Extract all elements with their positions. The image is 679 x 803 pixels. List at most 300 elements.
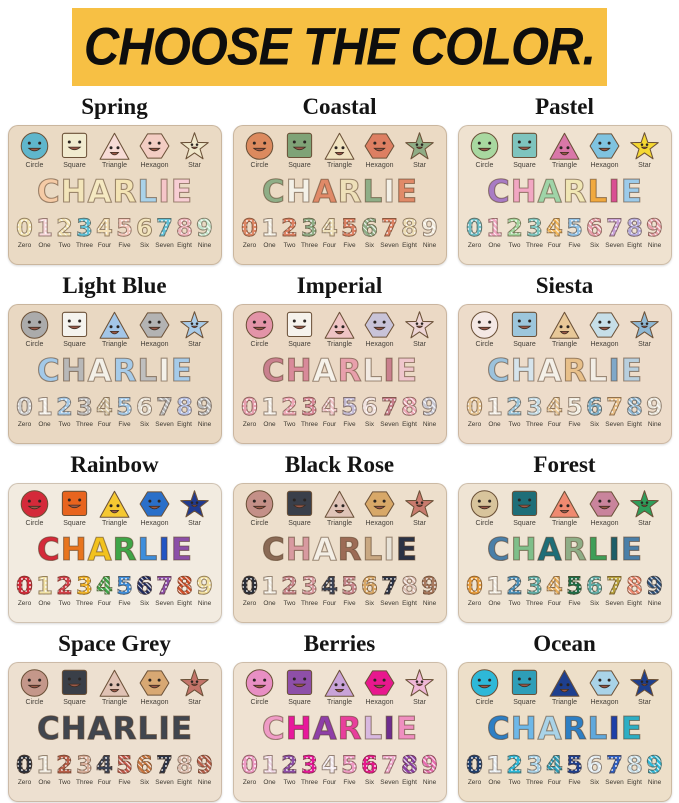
triangle-shape-icon [98,310,131,340]
digit: 7 [156,572,173,600]
digit: 3 [76,214,93,242]
shape-label: Triangle [101,520,128,527]
number-cell [75,752,95,787]
number-word: Three [301,242,318,249]
shape-cell-triangle [545,131,585,170]
number-word: One [488,600,501,607]
shape-cell-star [400,489,440,528]
number-cell [300,394,320,429]
number-cell [545,215,565,250]
digit: 1 [486,751,503,779]
shape-cell-circle [240,668,280,707]
digit: 4 [546,572,563,600]
digit: 1 [261,214,278,242]
number-cell [585,394,605,429]
shape-label: Circle [475,162,494,169]
digit: 4 [96,572,113,600]
variant-card-imperial[interactable] [229,267,450,446]
variant-card-coastal[interactable] [229,88,450,267]
digit: 8 [176,214,193,242]
digit: 5 [566,572,583,600]
variant-title: Ocean [533,631,596,656]
star-shape-icon [403,310,436,340]
digit: 3 [301,751,318,779]
number-word: Five [118,779,131,786]
circle-shape-icon [468,668,501,698]
variant-title: Forest [533,452,596,477]
name-letter: L [362,353,383,389]
number-cell [505,394,525,429]
name-letter: I [383,532,395,568]
number-word: Zero [17,242,32,249]
circle-shape-icon [18,310,51,340]
number-word: Six [364,242,375,249]
shape-cell-triangle [320,310,360,349]
shapes-row [240,489,440,528]
number-word: Seven [380,242,399,249]
puzzle-board [233,125,447,265]
shape-label: Star [638,520,651,527]
number-word: Three [76,242,93,249]
number-word: Eight [402,600,417,607]
digit: 1 [486,572,503,600]
shape-cell-triangle [320,489,360,528]
digit: 4 [546,214,563,242]
number-word: Three [76,779,93,786]
number-cell [155,394,175,429]
number-word: Eight [177,779,192,786]
number-cell [75,394,95,429]
number-word: Nine [647,600,662,607]
digit: 0 [16,572,33,600]
number-word: Seven [605,421,624,428]
digit: 1 [36,214,53,242]
number-word: Eight [627,421,642,428]
variant-card-rainbow[interactable] [4,446,225,625]
shape-label: Square [513,341,536,348]
shape-label: Circle [25,162,44,169]
shape-label: Hexagon [590,341,619,348]
hexagon-shape-icon [138,668,171,698]
variant-title: Siesta [535,273,594,298]
digit: 0 [466,751,483,779]
variant-card-pastel[interactable] [454,88,675,267]
number-word: Seven [155,421,174,428]
digit: 3 [76,751,93,779]
circle-shape-icon [243,668,276,698]
number-cell [340,573,360,608]
number-cell [320,394,340,429]
shape-cell-circle [465,668,505,707]
digit: 9 [196,393,213,421]
digit: 9 [421,214,438,242]
name-letter: C [261,532,285,568]
number-cell [565,752,585,787]
number-cell [115,215,135,250]
digit: 3 [526,751,543,779]
number-word: Five [343,779,356,786]
star-shape-icon [628,310,661,340]
number-word: Six [589,242,600,249]
digit: 8 [176,572,193,600]
number-cell [400,752,420,787]
digit: 2 [506,751,523,779]
name-letter: A [87,711,112,747]
shape-cell-circle [15,489,55,528]
shape-label: Triangle [326,520,353,527]
number-cell [485,573,505,608]
number-cell [525,752,545,787]
digit: 3 [301,393,318,421]
shape-label: Star [413,520,426,527]
star-shape-icon [178,489,211,519]
number-word: Nine [422,779,437,786]
shape-label: Square [288,699,311,706]
digit: 5 [341,751,358,779]
name-letter: A [537,532,562,568]
number-cell [465,752,485,787]
name-letter: R [562,532,587,568]
square-shape-icon [58,310,91,340]
number-cell [420,752,440,787]
circle-shape-icon [468,489,501,519]
number-cell [380,573,400,608]
number-word: One [263,779,276,786]
number-word: Eight [177,421,192,428]
numbers-row [465,215,665,250]
digit: 0 [241,214,258,242]
digit: 7 [156,751,173,779]
number-cell [545,573,565,608]
number-cell [95,573,115,608]
number-cell [135,394,155,429]
shape-label: Star [638,699,651,706]
puzzle-board [458,304,672,444]
name-letter: I [383,174,395,210]
name-letter: C [486,174,510,210]
name-letter: I [383,353,395,389]
number-word: Zero [242,779,257,786]
shape-cell-hexagon [360,668,400,707]
number-word: One [488,421,501,428]
puzzle-name [240,172,440,212]
digit: 6 [136,214,153,242]
digit: 2 [281,214,298,242]
number-word: One [38,421,51,428]
name-letter: A [87,174,112,210]
number-word: Three [526,421,543,428]
numbers-row [15,752,215,787]
digit: 6 [586,751,603,779]
digit: 1 [36,572,53,600]
number-word: Nine [647,242,662,249]
variant-card-berries[interactable] [229,625,450,803]
number-word: Nine [422,600,437,607]
name-letter: L [587,353,608,389]
number-word: Two [283,242,296,249]
number-word: Seven [380,421,399,428]
number-cell [135,752,155,787]
number-cell [75,215,95,250]
shapes-row [240,310,440,349]
variant-card-forest[interactable] [454,446,675,625]
number-cell [55,215,75,250]
star-shape-icon [403,668,436,698]
number-word: Four [97,421,112,428]
hexagon-shape-icon [588,668,621,698]
square-shape-icon [508,131,541,161]
puzzle-board [8,125,222,265]
name-letter: H [60,353,87,389]
digit: 8 [176,393,193,421]
shape-label: Triangle [551,162,578,169]
number-word: Eight [402,242,417,249]
variant-card-light-blue[interactable] [4,267,225,446]
number-cell [15,573,35,608]
digit: 8 [626,751,643,779]
variant-title: Rainbow [70,452,159,477]
number-word: Six [589,421,600,428]
number-cell [15,752,35,787]
number-cell [155,752,175,787]
number-word: Six [139,779,150,786]
shape-cell-square [55,668,95,707]
shape-cell-square [280,668,320,707]
number-word: Nine [647,421,662,428]
shape-cell-square [55,310,95,349]
digit: 3 [76,572,93,600]
number-cell [340,394,360,429]
digit: 6 [361,572,378,600]
number-cell [195,573,215,608]
number-word: Two [508,779,521,786]
variant-card-ocean[interactable] [454,625,675,803]
number-word: Zero [467,779,482,786]
number-cell [625,573,645,608]
digit: 0 [241,572,258,600]
shape-label: Triangle [101,341,128,348]
shapes-row [240,668,440,707]
number-cell [505,573,525,608]
shape-cell-star [175,310,215,349]
shape-cell-circle [465,310,505,349]
number-cell [280,573,300,608]
shape-label: Star [188,162,201,169]
number-word: Five [118,600,131,607]
hexagon-shape-icon [363,131,396,161]
number-cell [195,394,215,429]
numbers-row [240,752,440,787]
shape-cell-circle [15,131,55,170]
name-letter: C [261,711,285,747]
name-letter: C [486,532,510,568]
number-word: Eight [627,600,642,607]
name-letter: E [395,174,418,210]
number-cell [565,394,585,429]
digit: 9 [196,214,213,242]
number-cell [585,573,605,608]
number-cell [95,215,115,250]
shape-label: Hexagon [140,341,169,348]
digit: 8 [401,572,418,600]
hexagon-shape-icon [588,489,621,519]
digit: 2 [281,572,298,600]
name-letter: L [137,174,158,210]
number-cell [465,215,485,250]
shape-label: Star [638,162,651,169]
name-letter: R [112,353,137,389]
number-word: Nine [647,779,662,786]
number-cell [55,573,75,608]
shape-cell-hexagon [360,310,400,349]
number-cell [95,394,115,429]
number-word: Nine [422,242,437,249]
number-word: Four [547,779,562,786]
shape-label: Hexagon [590,699,619,706]
triangle-shape-icon [548,489,581,519]
number-cell [135,215,155,250]
shape-cell-circle [465,131,505,170]
shape-label: Triangle [101,162,128,169]
puzzle-board [8,662,222,802]
variant-title: Light Blue [62,273,167,298]
digit: 6 [136,751,153,779]
digit: 5 [566,751,583,779]
number-cell [505,752,525,787]
variant-card-space-grey[interactable] [4,625,225,803]
number-word: Two [58,421,71,428]
digit: 5 [566,214,583,242]
name-letter: A [537,174,562,210]
number-cell [15,215,35,250]
number-word: Four [322,779,337,786]
digit: 8 [626,214,643,242]
name-letter: C [486,353,510,389]
shape-label: Circle [250,162,269,169]
shape-label: Triangle [326,162,353,169]
digit: 9 [196,751,213,779]
shape-label: Square [63,699,86,706]
number-word: One [263,242,276,249]
shape-cell-hexagon [135,668,175,707]
shape-label: Square [63,520,86,527]
name-letter: H [60,711,87,747]
digit: 9 [646,572,663,600]
number-cell [155,573,175,608]
name-letter: E [395,532,418,568]
variant-card-black-rose[interactable] [229,446,450,625]
triangle-shape-icon [548,310,581,340]
digit: 3 [526,214,543,242]
hexagon-shape-icon [138,131,171,161]
numbers-row [15,394,215,429]
puzzle-name [15,351,215,391]
digit: 6 [586,572,603,600]
name-letter: L [137,532,158,568]
shape-label: Hexagon [365,162,394,169]
digit: 8 [401,214,418,242]
digit: 9 [421,751,438,779]
number-cell [545,752,565,787]
shape-cell-star [625,131,665,170]
star-shape-icon [628,131,661,161]
number-cell [340,215,360,250]
name-letter: R [112,532,137,568]
variant-title: Berries [303,631,376,656]
shape-cell-circle [240,131,280,170]
number-cell [35,752,55,787]
number-word: Six [364,421,375,428]
number-word: Three [76,600,93,607]
star-shape-icon [178,310,211,340]
shape-cell-square [55,489,95,528]
digit: 2 [506,572,523,600]
shape-cell-circle [15,668,55,707]
digit: 7 [606,751,623,779]
number-word: Three [526,600,543,607]
number-cell [115,573,135,608]
shapes-row [465,131,665,170]
number-word: Zero [242,600,257,607]
number-cell [605,394,625,429]
name-letter: I [608,174,620,210]
digit: 1 [36,393,53,421]
name-letter: A [537,711,562,747]
name-letter: L [362,532,383,568]
number-cell [75,573,95,608]
puzzle-name [240,709,440,749]
digit: 9 [646,751,663,779]
shape-label: Hexagon [140,162,169,169]
name-letter: E [170,353,193,389]
number-word: One [263,600,276,607]
number-cell [175,394,195,429]
digit: 9 [421,393,438,421]
name-letter: A [312,174,337,210]
number-word: Seven [605,242,624,249]
number-word: Eight [627,779,642,786]
shape-cell-triangle [95,668,135,707]
variant-card-siesta[interactable] [454,267,675,446]
number-word: Six [364,600,375,607]
shape-label: Square [288,520,311,527]
number-cell [485,215,505,250]
shape-label: Star [413,341,426,348]
number-cell [35,573,55,608]
shape-label: Triangle [326,341,353,348]
number-word: Five [568,779,581,786]
variant-card-spring[interactable] [4,88,225,267]
digit: 8 [176,751,193,779]
digit: 0 [241,751,258,779]
digit: 1 [486,214,503,242]
shapes-row [15,489,215,528]
number-word: Two [58,779,71,786]
number-cell [525,215,545,250]
number-word: Five [118,421,131,428]
number-word: Zero [242,421,257,428]
circle-shape-icon [18,131,51,161]
number-word: Five [568,600,581,607]
number-cell [420,394,440,429]
digit: 3 [526,572,543,600]
puzzle-name [465,530,665,570]
digit: 1 [261,751,278,779]
number-word: Zero [17,600,32,607]
name-letter: I [158,174,170,210]
name-letter: I [608,353,620,389]
shape-cell-star [400,131,440,170]
